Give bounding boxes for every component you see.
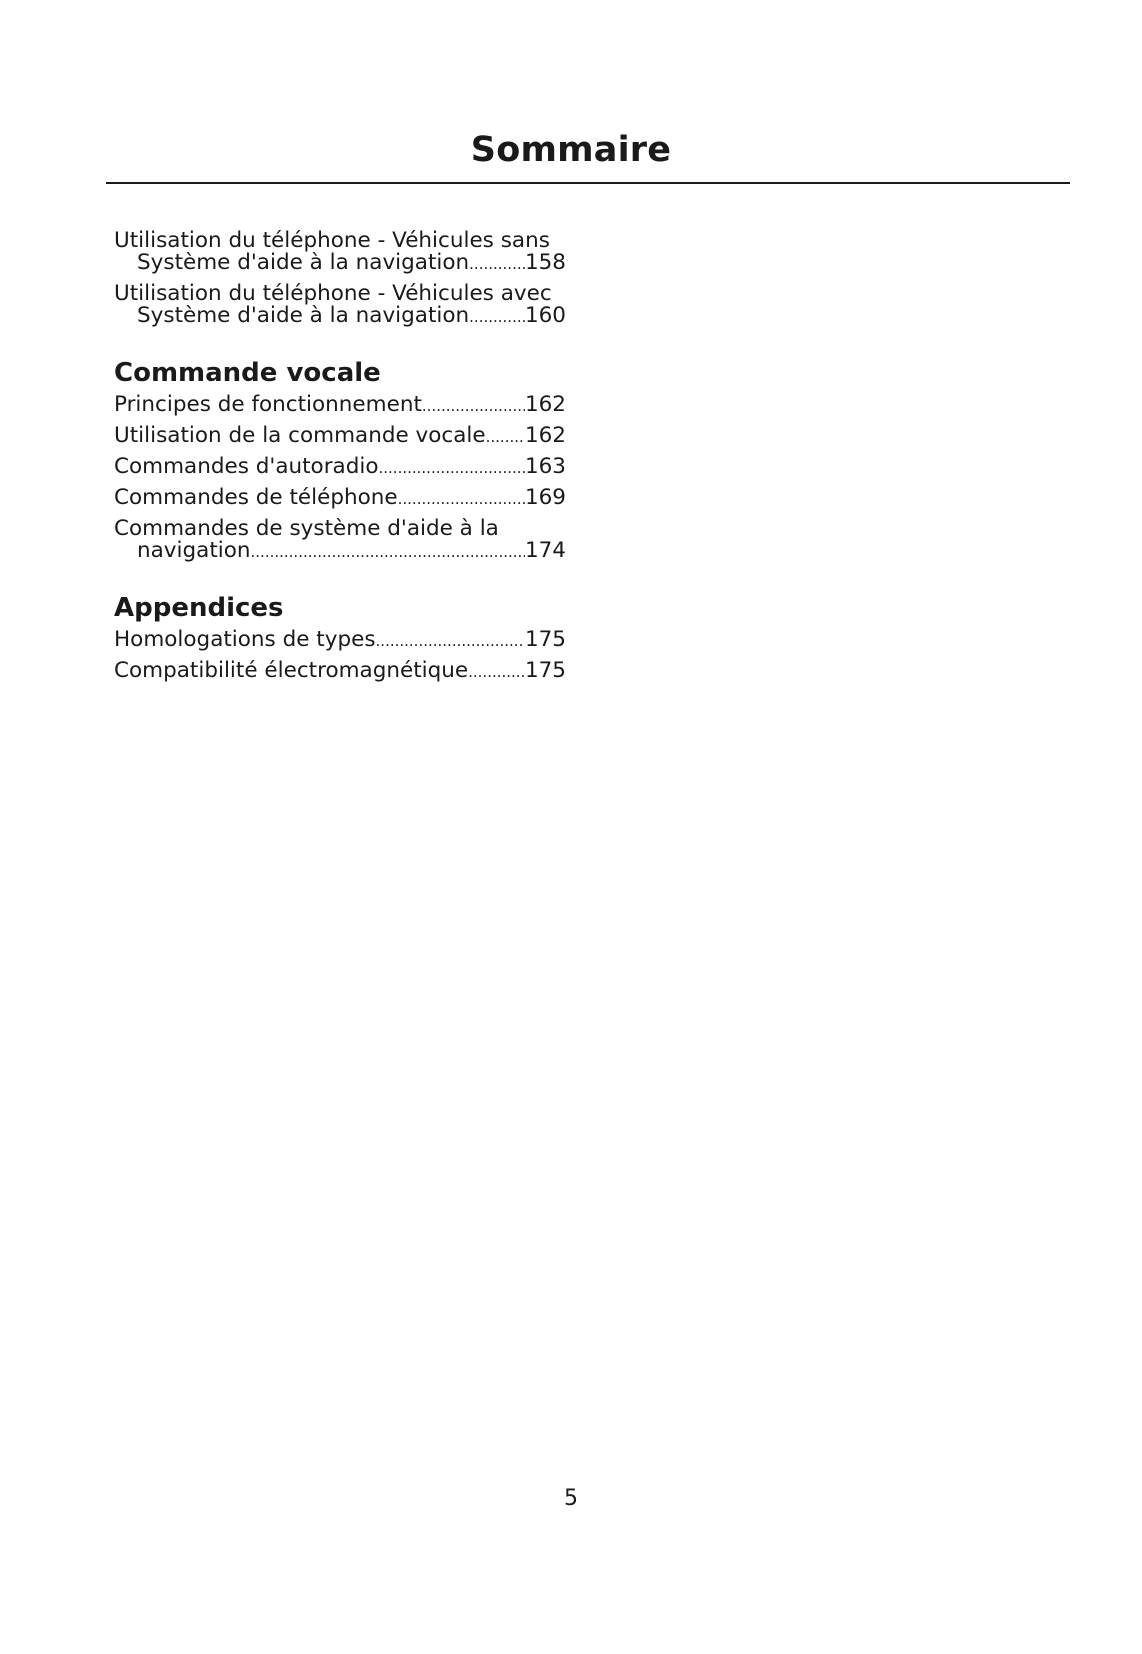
- toc-entry-page: 158: [524, 252, 566, 275]
- toc-entry[interactable]: [114, 660, 566, 683]
- toc-entry-leader-line: [114, 305, 566, 328]
- dot-leader: [469, 306, 525, 328]
- toc-entry-page: 160: [524, 305, 566, 328]
- title-divider: [106, 182, 1070, 184]
- dot-leader: [422, 395, 525, 417]
- toc-entry-label: Homologations de types: [114, 629, 376, 652]
- toc-entry-page: 175: [524, 629, 566, 652]
- section-heading-commande-vocale: Commande vocale: [114, 358, 381, 388]
- dot-leader: [398, 488, 525, 510]
- toc-entry-leader-line: [114, 629, 566, 652]
- toc-entry-page: 163: [524, 456, 566, 479]
- toc-entry-label: Compatibilité électromagnétique: [114, 660, 469, 683]
- toc-entry[interactable]: [114, 456, 566, 479]
- toc-entry[interactable]: [114, 230, 566, 275]
- toc-entry-label: Commandes d'autoradio: [114, 456, 379, 479]
- dot-leader: [376, 630, 525, 652]
- dot-leader: [251, 541, 525, 563]
- toc-entry-label: Utilisation de la commande vocale: [114, 425, 486, 448]
- toc-entry[interactable]: [114, 487, 566, 510]
- toc-entry-leader-line: [114, 425, 566, 448]
- toc-entry-page: 175: [524, 660, 566, 683]
- toc-entry-label-line1: Commandes de système d'aide à la: [114, 518, 499, 540]
- toc-entry-leader-line: [114, 540, 566, 563]
- table-of-contents: [114, 230, 566, 691]
- toc-entry-page: 169: [524, 487, 566, 510]
- toc-entry[interactable]: [114, 394, 566, 417]
- toc-entry[interactable]: [114, 518, 566, 563]
- dot-leader: [468, 661, 525, 683]
- page-title: Sommaire: [470, 130, 672, 170]
- section-heading-appendices: Appendices: [114, 593, 284, 623]
- toc-entry-leader-line: [114, 394, 566, 417]
- toc-entry-page: 174: [524, 540, 566, 563]
- toc-entry-leader-line: [114, 252, 566, 275]
- dot-leader: [379, 457, 525, 479]
- toc-entry-page: 162: [524, 425, 566, 448]
- toc-entry-label: Principes de fonctionnement: [114, 394, 422, 417]
- toc-entry-label-line1: Utilisation du téléphone - Véhicules sans: [114, 230, 550, 252]
- toc-entry-leader-line: [114, 456, 566, 479]
- toc-entry[interactable]: [114, 629, 566, 652]
- toc-entry-label-line1: Utilisation du téléphone - Véhicules avec: [114, 283, 552, 305]
- toc-entry-leader-line: [114, 487, 566, 510]
- dot-leader: [486, 426, 525, 448]
- toc-entry-page: 162: [524, 394, 566, 417]
- toc-entry-label-line2: Système d'aide à la navigation: [137, 305, 470, 328]
- toc-entry[interactable]: [114, 425, 566, 448]
- toc-entry-leader-line: [114, 660, 566, 683]
- dot-leader: [469, 253, 525, 275]
- toc-entry-label-line2: Système d'aide à la navigation: [137, 252, 470, 275]
- page-number: 5: [564, 1486, 578, 1511]
- toc-entry-label-line2: navigation: [137, 540, 251, 563]
- toc-entry-label: Commandes de téléphone: [114, 487, 398, 510]
- toc-entry[interactable]: [114, 283, 566, 328]
